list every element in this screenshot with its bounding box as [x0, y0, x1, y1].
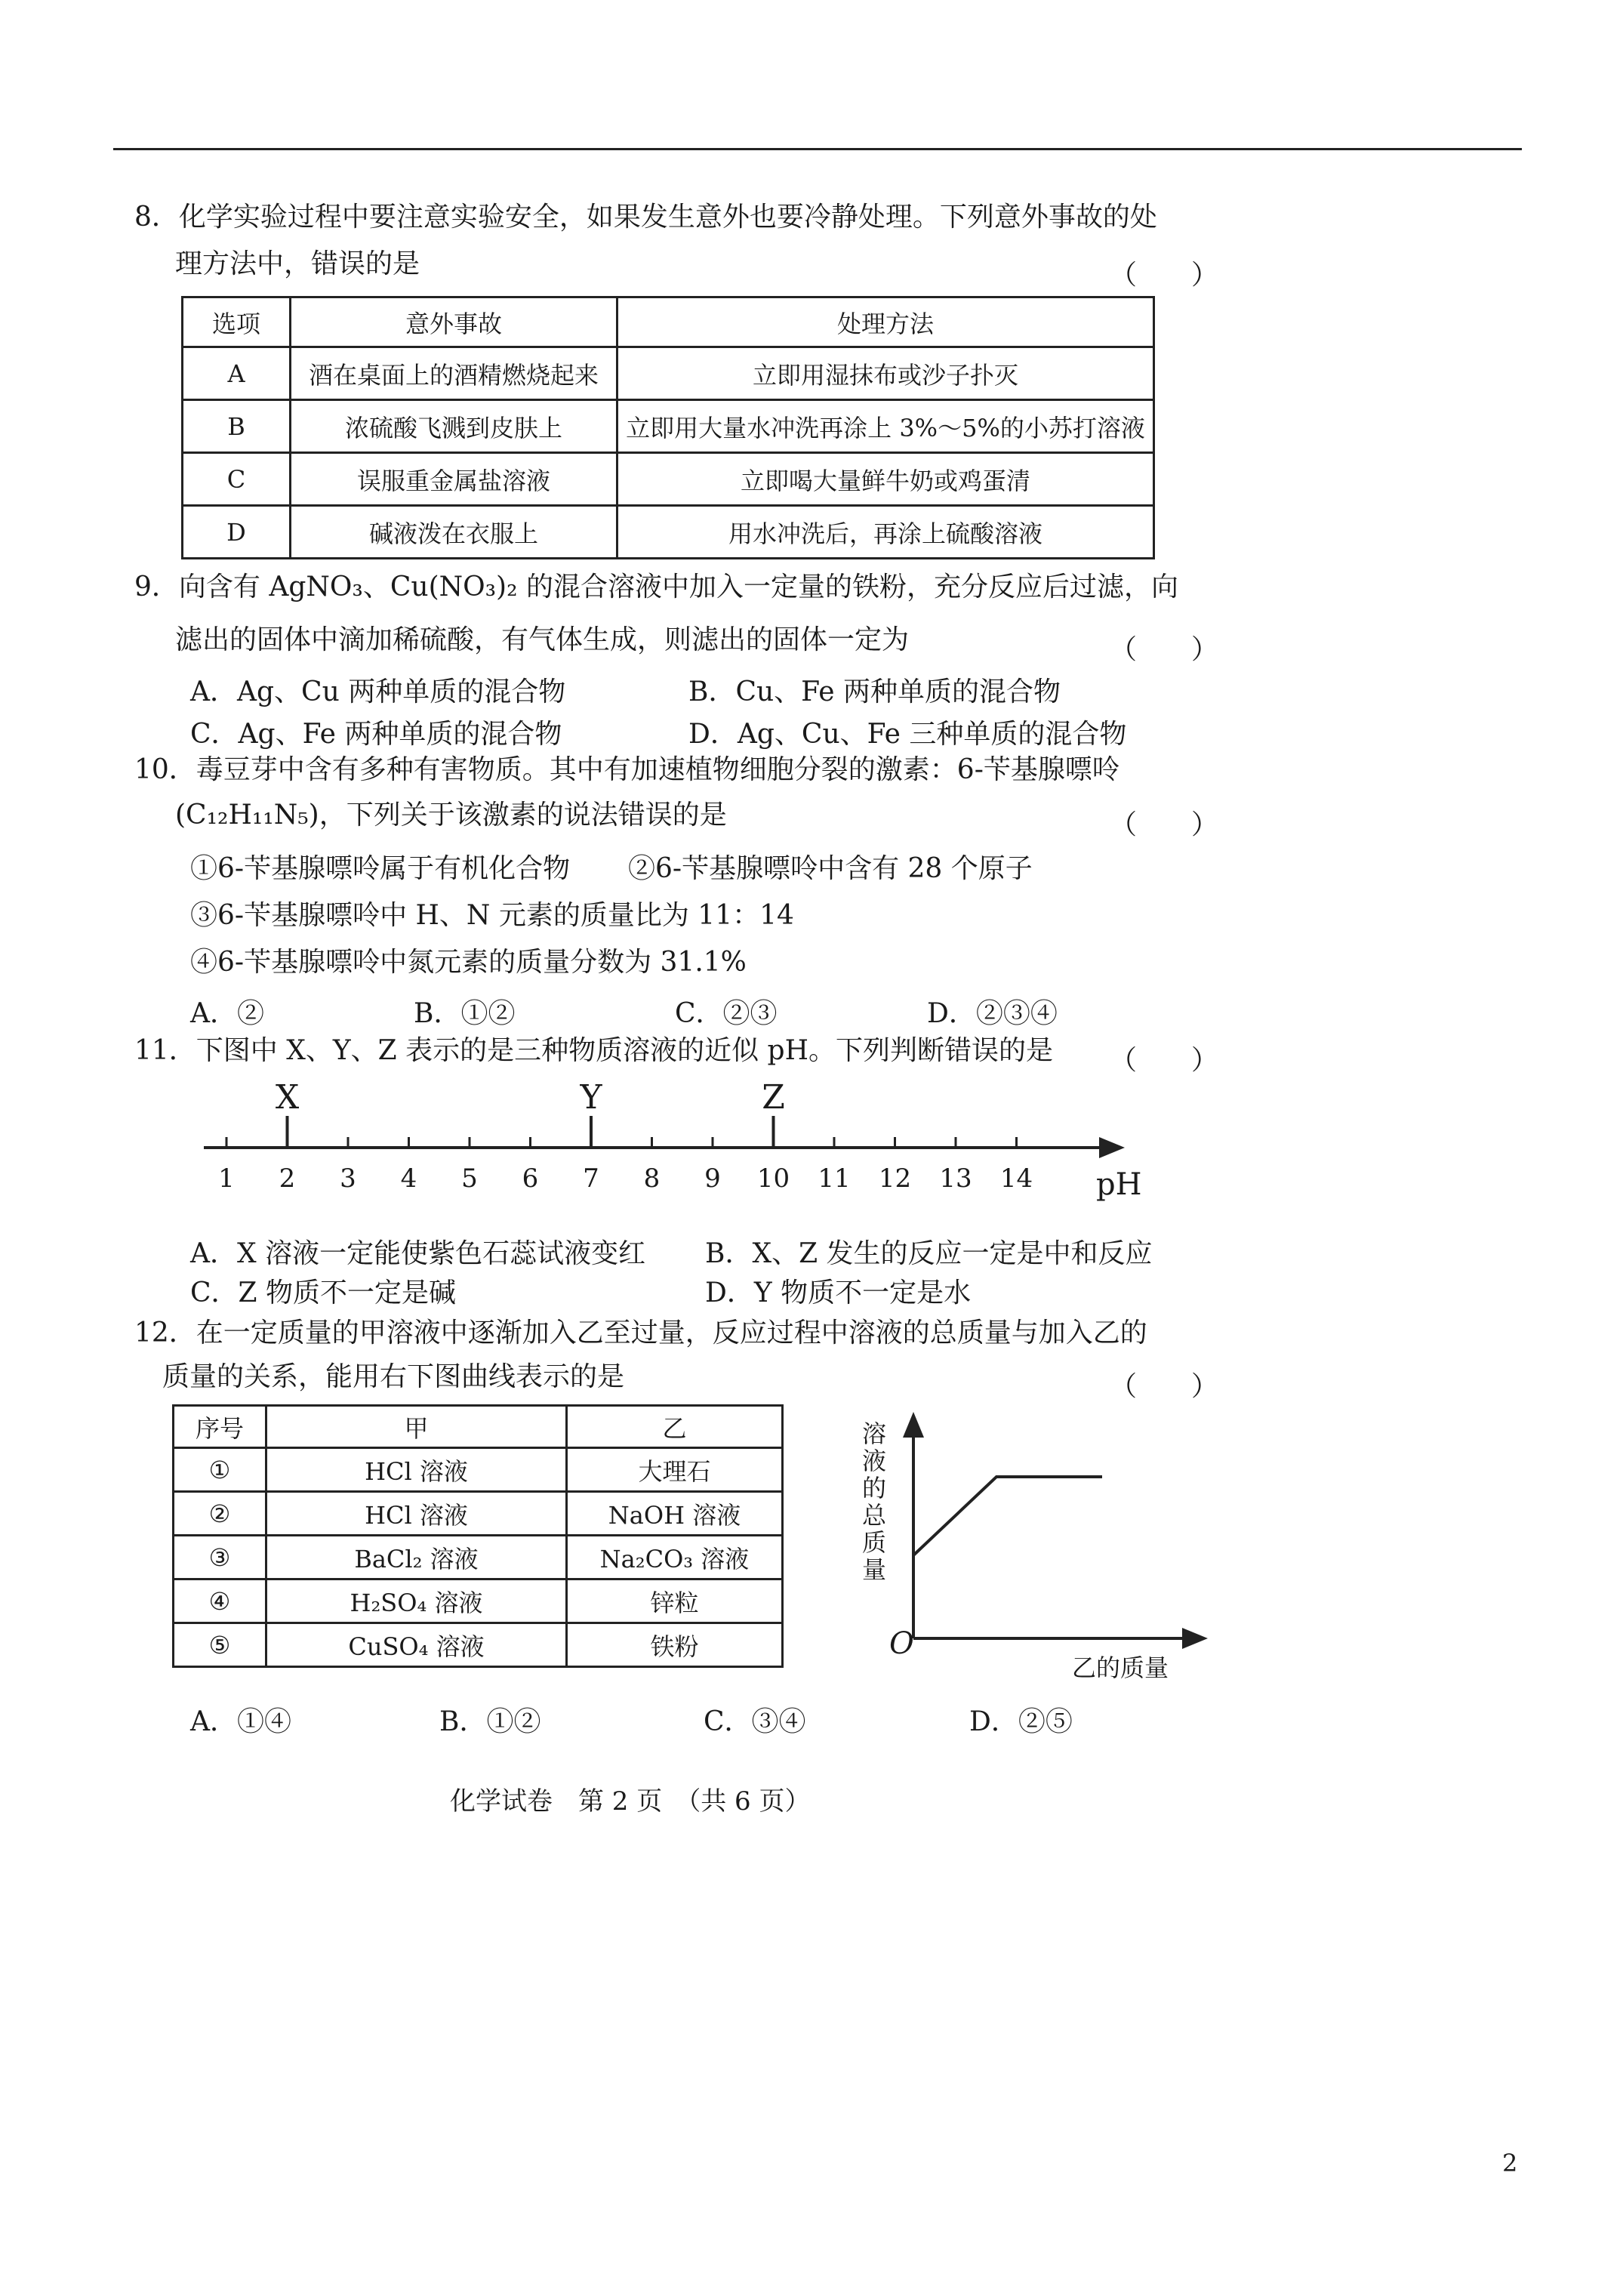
q10-statement-1: ①6-苄基腺嘌呤属于有机化合物 — [190, 853, 571, 884]
q10-statement-3: ③6-苄基腺嘌呤中 H、N 元素的质量比为 11：14 — [190, 900, 794, 931]
q11-option-a: A．X 溶液一定能使紫色石蕊试液变红 — [190, 1238, 646, 1269]
q11-answer-paren: （ ） — [1110, 1045, 1219, 1076]
table-row — [174, 1536, 783, 1579]
graph-curve — [913, 1477, 1102, 1555]
table-cell: H₂SO₄ 溶液 — [266, 1579, 567, 1623]
table-cell: ④ — [174, 1579, 266, 1623]
ph-tick-label: 7 — [583, 1163, 599, 1194]
table-cell: BaCl₂ 溶液 — [266, 1536, 567, 1579]
graph-y-label-char: 液 — [862, 1447, 887, 1475]
table-row — [174, 1579, 783, 1623]
ph-tick-label: 8 — [643, 1163, 661, 1194]
table-cell: 酒在桌面上的酒精燃烧起来 — [291, 347, 617, 400]
q11-option-b: B．X、Z 发生的反应一定是中和反应 — [705, 1238, 1153, 1269]
table-cell: Na₂CO₃ 溶液 — [567, 1536, 783, 1579]
table-header-cell: 序号 — [174, 1406, 266, 1448]
q9-option-c: C．Ag、Fe 两种单质的混合物 — [190, 719, 562, 750]
table-row — [183, 506, 1154, 559]
graph-y-label-char: 总 — [862, 1501, 887, 1530]
graph-y-arrow-icon — [903, 1412, 924, 1438]
q10-answer-paren: （ ） — [1110, 809, 1219, 840]
table-cell: 误服重金属盐溶液 — [291, 453, 617, 506]
graph-y-label — [862, 1419, 887, 1584]
ph-marker-label-y: Y — [580, 1078, 602, 1117]
table-cell: C — [183, 453, 291, 506]
table-row — [174, 1623, 783, 1667]
q10-option-a: A．② — [190, 998, 264, 1029]
ph-tick-label: 1 — [218, 1163, 235, 1194]
ph-tick-label: 11 — [818, 1163, 851, 1194]
table-header-cell: 处理方法 — [617, 297, 1154, 347]
q11-option-c: C．Z 物质不一定是碱 — [190, 1277, 457, 1308]
ph-axis-arrow-icon — [1099, 1137, 1125, 1158]
q12-line1: 12．在一定质量的甲溶液中逐渐加入乙至过量，反应过程中溶液的总质量与加入乙的 — [134, 1318, 1147, 1348]
q10-option-d: D．②③④ — [927, 998, 1058, 1029]
table-cell: HCl 溶液 — [266, 1448, 567, 1492]
graph-origin-label: O — [889, 1626, 914, 1661]
table-cell: NaOH 溶液 — [567, 1492, 783, 1536]
ph-tick-label: 12 — [878, 1163, 912, 1194]
mass-graph — [845, 1412, 1238, 1684]
graph-y-label-char: 量 — [862, 1555, 887, 1584]
q9-line2: 滤出的固体中滴加稀硫酸，有气体生成，则滤出的固体一定为 — [175, 624, 910, 655]
table-cell: D — [183, 506, 291, 559]
table-cell: ② — [174, 1492, 266, 1536]
table-cell: 锌粒 — [567, 1579, 783, 1623]
table-cell: 铁粉 — [567, 1623, 783, 1667]
q10-statement-2: ②6-苄基腺嘌呤中含有 28 个原子 — [628, 853, 1033, 884]
ph-marker-label-x: X — [275, 1078, 300, 1117]
q12-option-d: D．②⑤ — [969, 1706, 1073, 1737]
q8-line2: 理方法中，错误的是 — [175, 248, 420, 279]
table-row — [183, 347, 1154, 400]
table-header-cell: 乙 — [567, 1406, 783, 1448]
table-cell: 立即用大量水冲洗再涂上 3%～5%的小苏打溶液 — [617, 400, 1154, 453]
table-cell: ③ — [174, 1536, 266, 1579]
q10-option-c: C．②③ — [675, 998, 778, 1029]
ph-tick-label: 4 — [400, 1163, 417, 1194]
table-row — [183, 453, 1154, 506]
ph-number-line — [196, 1072, 1142, 1223]
graph-x-arrow-icon — [1182, 1628, 1208, 1649]
q9-option-a: A．Ag、Cu 两种单质的混合物 — [190, 676, 566, 707]
table-row — [174, 1448, 783, 1492]
q11-line1: 11．下图中 X、Y、Z 表示的是三种物质溶液的近似 pH。下列判断错误的是 — [134, 1035, 1053, 1066]
q10-statement-4: ④6-苄基腺嘌呤中氮元素的质量分数为 31.1% — [190, 947, 747, 978]
q9-line1: 9．向含有 AgNO₃、Cu(NO₃)₂ 的混合溶液中加入一定量的铁粉，充分反应后过滤，向 — [134, 572, 1178, 603]
q8-table — [181, 296, 1155, 559]
table-cell: 大理石 — [567, 1448, 783, 1492]
ph-tick-label: 13 — [939, 1163, 972, 1194]
table-cell: 碱液泼在衣服上 — [291, 506, 617, 559]
table-cell: 用水冲洗后，再涂上硫酸溶液 — [617, 506, 1154, 559]
graph-y-label-char: 溶 — [862, 1419, 887, 1448]
header-rule — [113, 148, 1522, 150]
ph-tick-label: 6 — [522, 1163, 539, 1194]
table-cell: A — [183, 347, 291, 400]
q12-answer-paren: （ ） — [1110, 1371, 1219, 1402]
table-header-row — [174, 1406, 783, 1448]
table-cell: 立即用湿抹布或沙子扑灭 — [617, 347, 1154, 400]
table-cell: CuSO₄ 溶液 — [266, 1623, 567, 1667]
ph-tick-label: 14 — [999, 1163, 1033, 1194]
q12-option-b: B．①② — [439, 1706, 541, 1737]
ph-axis-label: pH — [1096, 1167, 1142, 1202]
table-header-cell: 选项 — [183, 297, 291, 347]
q10-line1: 10．毒豆芽中含有多种有害物质。其中有加速植物细胞分裂的激素：6-苄基腺嘌呤 — [134, 754, 1119, 785]
q9-answer-paren: （ ） — [1110, 634, 1219, 665]
table-header-row — [183, 297, 1154, 347]
table-cell: B — [183, 400, 291, 453]
table-row — [174, 1492, 783, 1536]
q12-table — [172, 1404, 784, 1668]
table-header-cell: 意外事故 — [291, 297, 617, 347]
ph-tick-label: 2 — [279, 1163, 296, 1194]
q9-option-d: D．Ag、Cu、Fe 三种单质的混合物 — [688, 719, 1127, 750]
table-cell: 立即喝大量鲜牛奶或鸡蛋清 — [617, 453, 1154, 506]
q8-answer-paren: （ ） — [1110, 260, 1219, 291]
graph-y-label-char: 的 — [862, 1474, 887, 1502]
q10-line2: (C₁₂H₁₁N₅)，下列关于该激素的说法错误的是 — [175, 800, 727, 831]
q11-option-d: D．Y 物质不一定是水 — [705, 1277, 972, 1308]
q10-option-b: B．①② — [414, 998, 516, 1029]
graph-x-label: 乙的质量 — [1072, 1653, 1169, 1682]
q9-option-b: B．Cu、Fe 两种单质的混合物 — [688, 676, 1061, 707]
page-footer: 化学试卷 第 2 页 （共 6 页） — [450, 1786, 811, 1817]
ph-marker-label-z: Z — [762, 1078, 785, 1117]
table-row — [183, 400, 1154, 453]
table-header-cell: 甲 — [266, 1406, 567, 1448]
table-cell: ⑤ — [174, 1623, 266, 1667]
q12-option-c: C．③④ — [704, 1706, 806, 1737]
ph-tick-label: 3 — [340, 1163, 356, 1194]
ph-tick-label: 5 — [461, 1163, 478, 1194]
q8-line1: 8．化学实验过程中要注意实验安全，如果发生意外也要冷静处理。下列意外事故的处 — [134, 202, 1157, 233]
q12-line2: 质量的关系，能用右下图曲线表示的是 — [162, 1361, 625, 1392]
table-cell: ① — [174, 1448, 266, 1492]
ph-tick-label: 9 — [704, 1163, 721, 1194]
page-number: 2 — [1502, 2149, 1518, 2177]
graph-y-label-char: 质 — [862, 1528, 887, 1557]
q12-option-a: A．①④ — [190, 1706, 291, 1737]
table-cell: HCl 溶液 — [266, 1492, 567, 1536]
table-cell: 浓硫酸飞溅到皮肤上 — [291, 400, 617, 453]
ph-tick-label: 10 — [756, 1163, 790, 1194]
